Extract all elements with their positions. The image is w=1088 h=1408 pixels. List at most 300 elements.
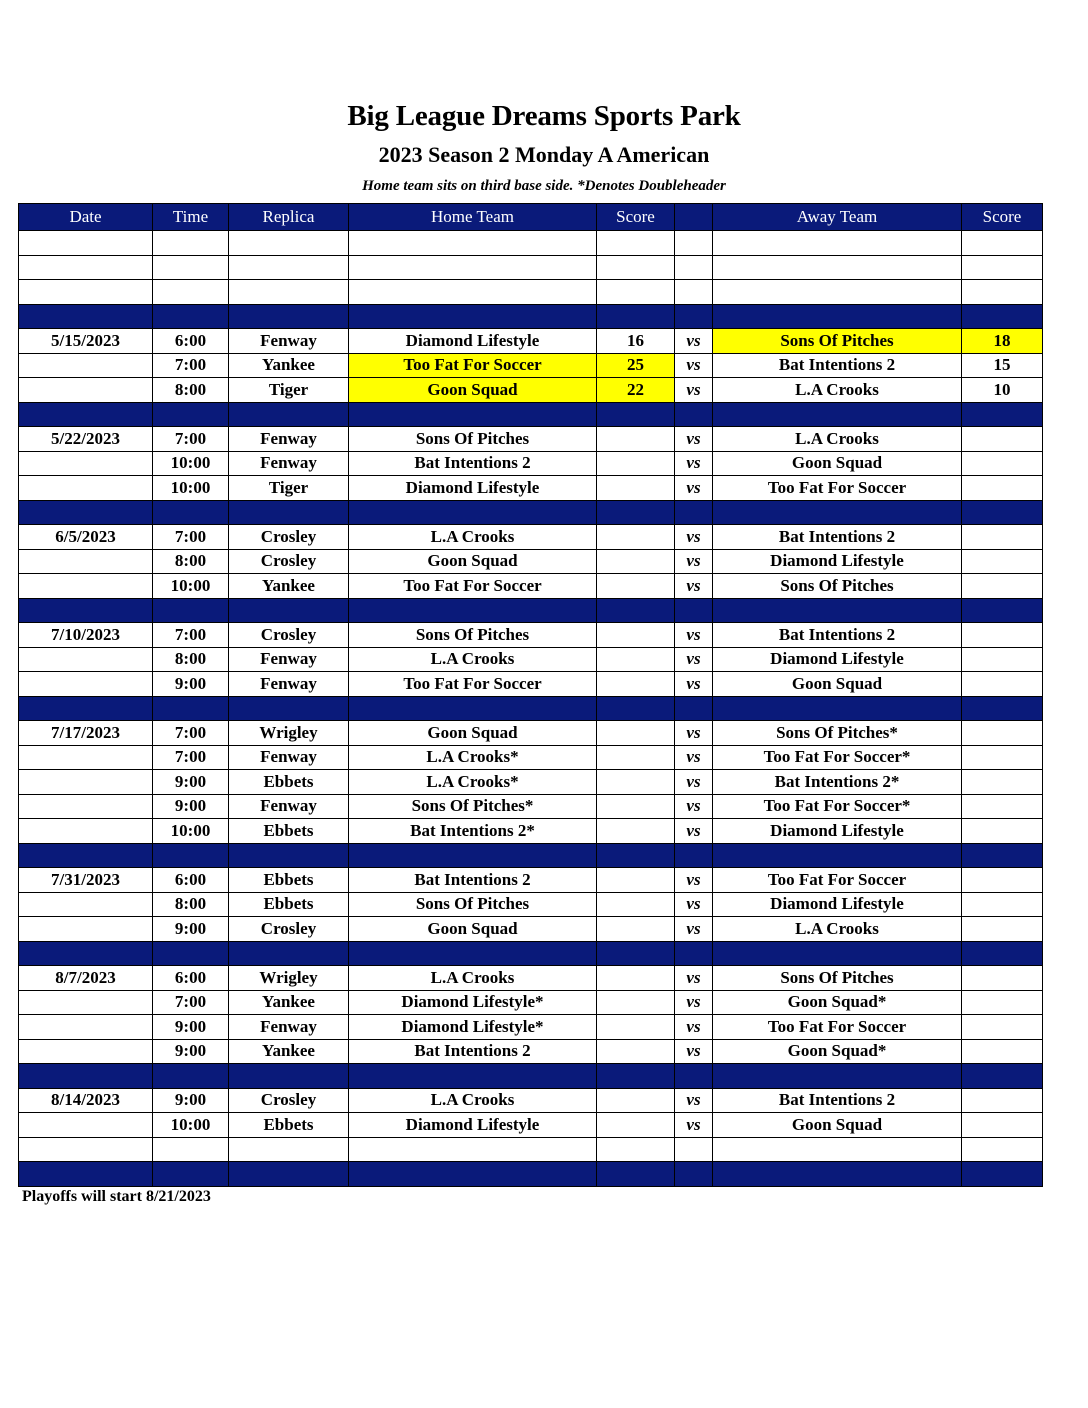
cell-home-score: 22 — [597, 378, 675, 403]
blank-row — [19, 231, 1043, 256]
cell-replica: Yankee — [229, 574, 349, 599]
cell-time — [153, 255, 229, 280]
cell-home: Diamond Lifestyle* — [349, 1015, 597, 1040]
cell-vs: vs — [675, 1015, 713, 1040]
cell-away-score — [962, 304, 1043, 329]
cell-time: 9:00 — [153, 917, 229, 942]
cell-away-score — [962, 696, 1043, 721]
cell-away-score — [962, 476, 1043, 501]
cell-away: Goon Squad — [713, 451, 962, 476]
cell-away: Too Fat For Soccer* — [713, 794, 962, 819]
cell-away — [713, 598, 962, 623]
cell-replica — [229, 696, 349, 721]
cell-away-score — [962, 255, 1043, 280]
cell-home: L.A Crooks — [349, 647, 597, 672]
cell-time — [153, 1064, 229, 1089]
game-row — [19, 794, 1043, 819]
cell-away-score — [962, 672, 1043, 697]
cell-replica: Crosley — [229, 525, 349, 550]
cell-away — [713, 500, 962, 525]
cell-date — [19, 696, 153, 721]
game-row — [19, 525, 1043, 550]
cell-time: 8:00 — [153, 892, 229, 917]
cell-date: 5/22/2023 — [19, 427, 153, 452]
cell-away: Too Fat For Soccer — [713, 868, 962, 893]
cell-time: 6:00 — [153, 966, 229, 991]
cell-vs: vs — [675, 427, 713, 452]
game-row — [19, 990, 1043, 1015]
cell-home-score — [597, 623, 675, 648]
cell-away — [713, 304, 962, 329]
cell-home-score — [597, 255, 675, 280]
cell-away-score — [962, 966, 1043, 991]
cell-away-score — [962, 647, 1043, 672]
cell-away-score — [962, 794, 1043, 819]
cell-home: Diamond Lifestyle — [349, 1113, 597, 1138]
cell-replica: Tiger — [229, 476, 349, 501]
cell-time: 6:00 — [153, 868, 229, 893]
cell-home-score — [597, 1088, 675, 1113]
cell-home-score — [597, 1113, 675, 1138]
game-row — [19, 647, 1043, 672]
cell-home-score — [597, 990, 675, 1015]
cell-home — [349, 255, 597, 280]
cell-time: 9:00 — [153, 770, 229, 795]
cell-home — [349, 941, 597, 966]
cell-home: Too Fat For Soccer — [349, 574, 597, 599]
cell-date — [19, 1162, 153, 1187]
cell-vs: vs — [675, 868, 713, 893]
cell-time — [153, 941, 229, 966]
cell-vs: vs — [675, 990, 713, 1015]
cell-home-score — [597, 721, 675, 746]
cell-date — [19, 280, 153, 305]
cell-away — [713, 1064, 962, 1089]
col-away-score-header: Score — [962, 204, 1043, 231]
game-row — [19, 745, 1043, 770]
game-row — [19, 623, 1043, 648]
cell-home: Goon Squad — [349, 378, 597, 403]
cell-time: 10:00 — [153, 476, 229, 501]
cell-home: L.A Crooks — [349, 966, 597, 991]
cell-away: L.A Crooks — [713, 378, 962, 403]
cell-replica — [229, 1162, 349, 1187]
cell-vs: vs — [675, 745, 713, 770]
cell-time — [153, 1137, 229, 1162]
game-row — [19, 329, 1043, 354]
cell-home-score — [597, 1039, 675, 1064]
cell-home: Bat Intentions 2 — [349, 1039, 597, 1064]
cell-vs — [675, 843, 713, 868]
game-row — [19, 1113, 1043, 1138]
cell-home — [349, 1137, 597, 1162]
cell-replica: Fenway — [229, 427, 349, 452]
game-row — [19, 476, 1043, 501]
cell-home: Sons Of Pitches — [349, 892, 597, 917]
schedule-body — [19, 231, 1043, 1187]
cell-date — [19, 819, 153, 844]
week-separator-row — [19, 402, 1043, 427]
game-row — [19, 721, 1043, 746]
cell-away — [713, 1162, 962, 1187]
cell-home-score: 25 — [597, 353, 675, 378]
cell-date — [19, 1039, 153, 1064]
cell-home — [349, 304, 597, 329]
cell-away-score — [962, 427, 1043, 452]
cell-home — [349, 1064, 597, 1089]
cell-vs: vs — [675, 549, 713, 574]
cell-home-score — [597, 819, 675, 844]
cell-away-score — [962, 500, 1043, 525]
cell-replica: Yankee — [229, 1039, 349, 1064]
cell-home-score — [597, 525, 675, 550]
cell-away: L.A Crooks — [713, 427, 962, 452]
cell-away-score — [962, 819, 1043, 844]
cell-vs: vs — [675, 721, 713, 746]
cell-date — [19, 892, 153, 917]
cell-away — [713, 843, 962, 868]
cell-home — [349, 598, 597, 623]
cell-replica: Fenway — [229, 745, 349, 770]
cell-home-score: 16 — [597, 329, 675, 354]
cell-away-score — [962, 917, 1043, 942]
cell-date — [19, 451, 153, 476]
week-separator-row — [19, 1064, 1043, 1089]
cell-date — [19, 574, 153, 599]
cell-home-score — [597, 1015, 675, 1040]
cell-replica — [229, 255, 349, 280]
col-away-team-header: Away Team — [713, 204, 962, 231]
cell-away-score — [962, 525, 1043, 550]
cell-home-score — [597, 476, 675, 501]
cell-date: 6/5/2023 — [19, 525, 153, 550]
cell-vs — [675, 1137, 713, 1162]
cell-time: 9:00 — [153, 1015, 229, 1040]
cell-away — [713, 696, 962, 721]
cell-away: Goon Squad* — [713, 990, 962, 1015]
cell-vs: vs — [675, 451, 713, 476]
cell-replica: Yankee — [229, 990, 349, 1015]
cell-vs: vs — [675, 647, 713, 672]
game-row — [19, 770, 1043, 795]
cell-date: 5/15/2023 — [19, 329, 153, 354]
cell-home: Bat Intentions 2* — [349, 819, 597, 844]
week-separator-row — [19, 304, 1043, 329]
cell-time — [153, 1162, 229, 1187]
cell-away: Bat Intentions 2 — [713, 623, 962, 648]
cell-date — [19, 255, 153, 280]
cell-date — [19, 598, 153, 623]
game-row — [19, 427, 1043, 452]
cell-vs: vs — [675, 623, 713, 648]
cell-time: 7:00 — [153, 525, 229, 550]
cell-home: Diamond Lifestyle — [349, 329, 597, 354]
cell-away-score: 15 — [962, 353, 1043, 378]
cell-replica — [229, 843, 349, 868]
cell-home-score — [597, 917, 675, 942]
cell-away-score — [962, 623, 1043, 648]
cell-home — [349, 696, 597, 721]
cell-time: 7:00 — [153, 721, 229, 746]
cell-away: Sons Of Pitches* — [713, 721, 962, 746]
cell-vs: vs — [675, 892, 713, 917]
cell-replica: Ebbets — [229, 1113, 349, 1138]
cell-date: 7/10/2023 — [19, 623, 153, 648]
cell-away-score — [962, 868, 1043, 893]
cell-time — [153, 304, 229, 329]
cell-time: 8:00 — [153, 378, 229, 403]
cell-away-score — [962, 231, 1043, 256]
cell-home — [349, 280, 597, 305]
game-row — [19, 1015, 1043, 1040]
cell-vs: vs — [675, 819, 713, 844]
cell-replica: Fenway — [229, 647, 349, 672]
cell-time: 7:00 — [153, 427, 229, 452]
cell-home-score — [597, 647, 675, 672]
cell-vs — [675, 598, 713, 623]
cell-away: Goon Squad — [713, 672, 962, 697]
cell-home: Diamond Lifestyle — [349, 476, 597, 501]
cell-replica: Fenway — [229, 329, 349, 354]
cell-home-score — [597, 574, 675, 599]
col-home-score-header: Score — [597, 204, 675, 231]
cell-time: 10:00 — [153, 451, 229, 476]
cell-home — [349, 231, 597, 256]
cell-home-score — [597, 1064, 675, 1089]
cell-away — [713, 280, 962, 305]
game-row — [19, 966, 1043, 991]
game-row — [19, 549, 1043, 574]
page-subtitle: 2023 Season 2 Monday A American — [378, 142, 710, 167]
cell-home-score — [597, 794, 675, 819]
cell-away: Goon Squad — [713, 1113, 962, 1138]
cell-away-score: 18 — [962, 329, 1043, 354]
cell-replica — [229, 1064, 349, 1089]
cell-home-score — [597, 549, 675, 574]
cell-replica: Ebbets — [229, 868, 349, 893]
cell-time: 7:00 — [153, 990, 229, 1015]
week-separator-row — [19, 500, 1043, 525]
game-row — [19, 917, 1043, 942]
cell-replica: Ebbets — [229, 892, 349, 917]
cell-date — [19, 745, 153, 770]
cell-away-score — [962, 574, 1043, 599]
cell-time: 10:00 — [153, 819, 229, 844]
game-row — [19, 353, 1043, 378]
cell-date: 7/31/2023 — [19, 868, 153, 893]
cell-vs: vs — [675, 672, 713, 697]
cell-home: Goon Squad — [349, 549, 597, 574]
cell-date — [19, 402, 153, 427]
cell-away-score — [962, 1088, 1043, 1113]
game-row — [19, 378, 1043, 403]
cell-replica: Ebbets — [229, 819, 349, 844]
game-row — [19, 819, 1043, 844]
cell-replica: Crosley — [229, 549, 349, 574]
cell-vs — [675, 696, 713, 721]
game-row — [19, 574, 1043, 599]
cell-vs: vs — [675, 1039, 713, 1064]
cell-away: Sons Of Pitches — [713, 966, 962, 991]
cell-date — [19, 500, 153, 525]
cell-time: 9:00 — [153, 672, 229, 697]
cell-replica — [229, 231, 349, 256]
game-row — [19, 1039, 1043, 1064]
cell-time — [153, 231, 229, 256]
cell-home: L.A Crooks* — [349, 745, 597, 770]
cell-home-score — [597, 280, 675, 305]
cell-date — [19, 990, 153, 1015]
cell-vs: vs — [675, 329, 713, 354]
week-separator-row — [19, 843, 1043, 868]
cell-home-score — [597, 770, 675, 795]
cell-date — [19, 794, 153, 819]
week-separator-row — [19, 1162, 1043, 1187]
cell-vs: vs — [675, 1088, 713, 1113]
cell-home — [349, 402, 597, 427]
cell-away-score — [962, 1039, 1043, 1064]
cell-away: Too Fat For Soccer* — [713, 745, 962, 770]
cell-vs — [675, 1064, 713, 1089]
cell-vs — [675, 500, 713, 525]
cell-away-score — [962, 451, 1043, 476]
cell-replica: Wrigley — [229, 966, 349, 991]
cell-replica — [229, 1137, 349, 1162]
cell-time — [153, 500, 229, 525]
cell-date — [19, 304, 153, 329]
cell-vs — [675, 1162, 713, 1187]
cell-away: Bat Intentions 2 — [713, 1088, 962, 1113]
cell-away: Sons Of Pitches — [713, 329, 962, 354]
cell-vs: vs — [675, 353, 713, 378]
cell-home: Sons Of Pitches — [349, 427, 597, 452]
cell-home: L.A Crooks — [349, 525, 597, 550]
game-row — [19, 451, 1043, 476]
cell-vs — [675, 304, 713, 329]
cell-replica: Fenway — [229, 1015, 349, 1040]
cell-time — [153, 696, 229, 721]
cell-home: Too Fat For Soccer — [349, 353, 597, 378]
cell-away — [713, 231, 962, 256]
cell-away-score — [962, 402, 1043, 427]
cell-away: Diamond Lifestyle — [713, 549, 962, 574]
cell-time — [153, 598, 229, 623]
cell-away-score — [962, 721, 1043, 746]
cell-time — [153, 843, 229, 868]
blank-row — [19, 280, 1043, 305]
cell-home: L.A Crooks* — [349, 770, 597, 795]
cell-home-score — [597, 966, 675, 991]
cell-date — [19, 843, 153, 868]
cell-date — [19, 549, 153, 574]
cell-home — [349, 500, 597, 525]
cell-away-score — [962, 941, 1043, 966]
cell-away: Too Fat For Soccer — [713, 1015, 962, 1040]
cell-home-score — [597, 402, 675, 427]
cell-vs: vs — [675, 525, 713, 550]
cell-away-score — [962, 745, 1043, 770]
cell-replica — [229, 941, 349, 966]
cell-home: Goon Squad — [349, 721, 597, 746]
cell-time: 10:00 — [153, 1113, 229, 1138]
cell-date: 8/7/2023 — [19, 966, 153, 991]
cell-away-score — [962, 990, 1043, 1015]
cell-away: Diamond Lifestyle — [713, 892, 962, 917]
cell-date — [19, 231, 153, 256]
game-row — [19, 672, 1043, 697]
cell-replica — [229, 304, 349, 329]
cell-date — [19, 917, 153, 942]
cell-date — [19, 476, 153, 501]
cell-home: Sons Of Pitches — [349, 623, 597, 648]
cell-away: Bat Intentions 2 — [713, 525, 962, 550]
cell-away-score — [962, 770, 1043, 795]
cell-date — [19, 1137, 153, 1162]
cell-time — [153, 402, 229, 427]
cell-replica: Fenway — [229, 794, 349, 819]
cell-away: Diamond Lifestyle — [713, 647, 962, 672]
cell-vs — [675, 402, 713, 427]
blank-row — [19, 1137, 1043, 1162]
cell-away-score — [962, 549, 1043, 574]
cell-vs: vs — [675, 966, 713, 991]
cell-replica: Fenway — [229, 451, 349, 476]
cell-time — [153, 280, 229, 305]
cell-replica: Tiger — [229, 378, 349, 403]
cell-vs: vs — [675, 378, 713, 403]
cell-vs — [675, 280, 713, 305]
cell-date — [19, 1064, 153, 1089]
cell-home-score — [597, 696, 675, 721]
blank-row — [19, 255, 1043, 280]
cell-replica: Fenway — [229, 672, 349, 697]
cell-date — [19, 770, 153, 795]
cell-time: 8:00 — [153, 647, 229, 672]
cell-time: 9:00 — [153, 1039, 229, 1064]
cell-home-score — [597, 868, 675, 893]
cell-home-score — [597, 745, 675, 770]
cell-home-score — [597, 672, 675, 697]
cell-date — [19, 941, 153, 966]
cell-time: 7:00 — [153, 623, 229, 648]
cell-replica — [229, 402, 349, 427]
cell-home-score — [597, 500, 675, 525]
game-row — [19, 868, 1043, 893]
game-row — [19, 892, 1043, 917]
game-row — [19, 1088, 1043, 1113]
week-separator-row — [19, 941, 1043, 966]
cell-home-score — [597, 598, 675, 623]
cell-away-score — [962, 1064, 1043, 1089]
cell-date — [19, 1113, 153, 1138]
cell-away — [713, 941, 962, 966]
cell-away: Diamond Lifestyle — [713, 819, 962, 844]
cell-time: 6:00 — [153, 329, 229, 354]
col-vs-header — [675, 204, 713, 231]
cell-date: 8/14/2023 — [19, 1088, 153, 1113]
cell-away — [713, 402, 962, 427]
col-time-header: Time — [153, 204, 229, 231]
cell-away-score — [962, 1015, 1043, 1040]
cell-replica: Crosley — [229, 917, 349, 942]
cell-away: Bat Intentions 2* — [713, 770, 962, 795]
cell-home-score — [597, 843, 675, 868]
col-replica-header: Replica — [229, 204, 349, 231]
cell-time: 7:00 — [153, 353, 229, 378]
cell-replica: Crosley — [229, 1088, 349, 1113]
cell-date: 7/17/2023 — [19, 721, 153, 746]
cell-home: L.A Crooks — [349, 1088, 597, 1113]
